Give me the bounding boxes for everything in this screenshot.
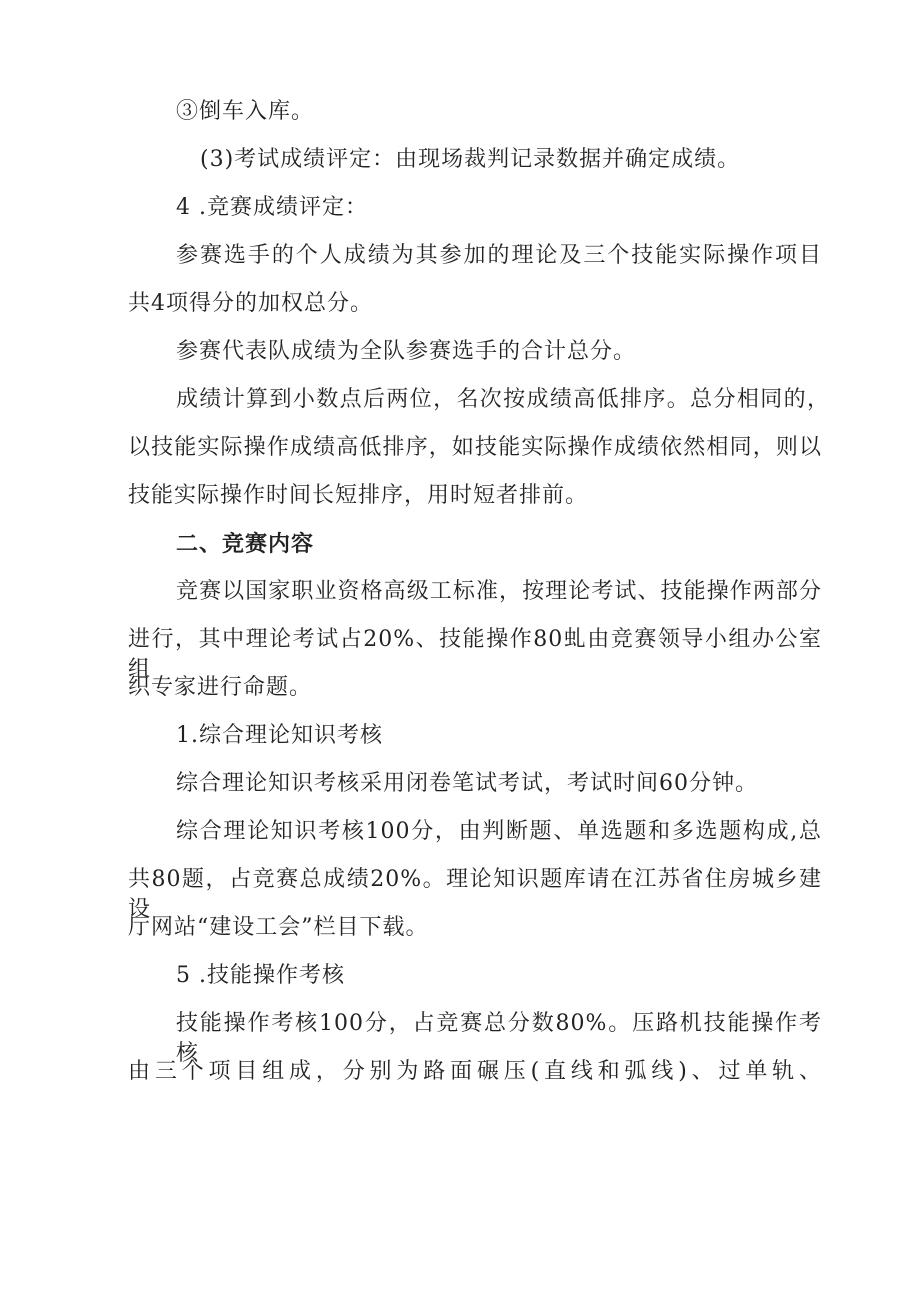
paragraph-content-line3: 织专家进行命题。 (128, 675, 313, 700)
paragraph-content-line2: 进行，其中理论考试占20%、技能操作80虬由竞赛领导小组办公室组 (128, 627, 822, 682)
paragraph-team-score: 参赛代表队成绩为全队参赛选手的合计总分。 (176, 339, 637, 364)
paragraph-theory-exam: 综合理论知识考核采用闭卷笔试考试，考试时间60分钟。 (176, 771, 758, 796)
section-4-heading: 4 .竞赛成绩评定： (176, 195, 368, 220)
paragraph-skill-line1: 技能操作考核100分，占竞赛总分数80%。压路机技能操作考核 (176, 1011, 822, 1066)
paragraph-theory-score-line1: 综合理论知识考核100分，由判断题、单选题和多选题构成,总 (176, 819, 822, 844)
item-exam-scoring: (3)考试成绩评定：由现场裁判记录数据并确定成绩。 (200, 147, 741, 172)
paragraph-individual-score-line1: 参赛选手的个人成绩为其参加的理论及三个技能实际操作项目 (176, 243, 822, 268)
paragraph-ranking-line1: 成绩计算到小数点后两位，名次按成绩高低排序。总分相同的， (176, 387, 830, 412)
paragraph-ranking-line3: 技能实际操作时间长短排序，用时短者排前。 (128, 483, 589, 508)
subsection-1-heading: 1.综合理论知识考核 (176, 723, 383, 748)
section-heading-competition-content: 二、竞赛内容 (176, 531, 315, 557)
paragraph-ranking-line2: 以技能实际操作成绩高低排序，如技能实际操作成绩依然相同，则以 (128, 435, 822, 460)
paragraph-skill-line2: 由三个项目组成，分别为路面碾压(直线和弧线)、过单轨、 (128, 1059, 822, 1084)
paragraph-theory-score-line2: 共80题，占竞赛总成绩20%。理论知识题库请在江苏省住房城乡建设 (128, 867, 822, 922)
section-5-heading: 5 .技能操作考核 (176, 963, 345, 988)
paragraph-theory-score-line3: 厅网站“建设工会”栏目下载。 (128, 915, 429, 940)
item-reverse-parking: ③倒车入库。 (176, 99, 315, 124)
paragraph-content-line1: 竞赛以国家职业资格高级工标准，按理论考试、技能操作两部分 (176, 579, 822, 604)
paragraph-individual-score-line2: 共4项得分的加权总分。 (128, 291, 373, 316)
